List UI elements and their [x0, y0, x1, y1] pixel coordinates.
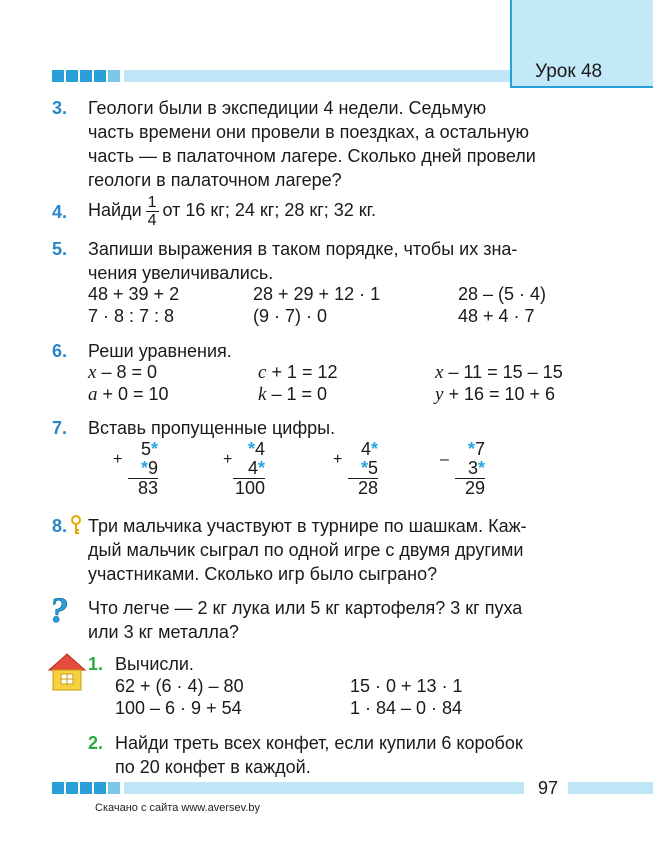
task-5-text: Запиши выражения в таком порядке, чтобы их зна- чения увеличивались. [88, 239, 518, 283]
column-operator: – [440, 451, 449, 468]
task-6-title: Реши уравнения. [88, 341, 232, 361]
task-7-number: 7. [52, 418, 68, 438]
task-5-expr: 28 + 29 + 12 · 1 [253, 284, 381, 304]
task-5-expr: 7 · 8 : 7 : 8 [88, 306, 175, 326]
source-credit: Скачано с сайта www.aversev.by [95, 802, 261, 814]
equation: c + 1 = 12 [258, 362, 338, 383]
task-5-expr: 48 + 39 + 2 [88, 284, 180, 304]
task-3-text: Геологи были в экспедиции 4 недели. Седьмую часть времени они провели в поездках, а остальную часть — в палаточном лагере. Сколько дней провели геологи в палаточном лагере? [88, 98, 536, 190]
question-mark-icon [48, 592, 76, 633]
home-task-1-expr: 100 – 6 · 9 + 54 [115, 698, 242, 718]
home-task-2-text: Найди треть всех конфет, если купили 6 коробок по 20 конфет в каждой. [115, 733, 523, 777]
lesson-title: Урок 48 [535, 61, 603, 82]
task-8-number: 8. [52, 516, 68, 536]
key-icon [70, 515, 82, 540]
page-number: 97 [538, 778, 559, 798]
equation: a + 0 = 10 [88, 384, 169, 405]
home-task-1-expr: 62 + (6 · 4) – 80 [115, 676, 244, 696]
column-addition: 4* *5 28 [348, 440, 378, 498]
column-operator: + [223, 451, 233, 468]
home-task-2-number: 2. [88, 733, 104, 753]
task-5-expr: (9 · 7) · 0 [253, 306, 328, 326]
home-task-1-title: Вычисли. [115, 654, 194, 674]
equation: x – 8 = 0 [88, 362, 157, 383]
equation: x – 11 = 15 – 15 [435, 362, 563, 383]
column-operator: + [113, 451, 123, 468]
task-4-number: 4. [52, 202, 68, 222]
home-task-1-number: 1. [88, 654, 104, 674]
fraction-one-quarter: $\frac{1}{4}$ [147, 193, 157, 229]
equation: k – 1 = 0 [258, 384, 327, 405]
home-task-1-expr: 15 · 0 + 13 · 1 [350, 676, 463, 696]
task-7-title: Вставь пропущенные цифры. [88, 418, 336, 438]
svg-text:?: ? [50, 592, 68, 628]
home-task-1-expr: 1 · 84 – 0 · 84 [350, 698, 463, 718]
task-8-text: Три мальчика участвуют в турнире по шашкам. Каж- дый мальчик сыграл по одной игре с двумя другими участниками. Сколько игр было сыграно? [88, 516, 527, 584]
task-4-text: Найди $\frac{1}{4}$ от 16 кг; 24 кг; 28 кг; 32 кг. [88, 193, 377, 229]
task-5-expr: 48 + 4 · 7 [458, 306, 535, 326]
question-text: Что легче — 2 кг лука или 5 кг картофеля? 3 кг пуха или 3 кг металла? [88, 598, 523, 642]
task-3-number: 3. [52, 98, 68, 118]
house-icon [47, 652, 87, 697]
task-5-expr: 28 – (5 · 4) [458, 284, 547, 304]
column-subtraction: *7 3* 29 [455, 440, 485, 498]
column-addition: *4 4* 100 [234, 439, 265, 498]
task-6-number: 6. [52, 341, 68, 361]
task-5-number: 5. [52, 239, 68, 259]
column-addition: 5* *9 83 [128, 440, 158, 498]
column-operator: + [333, 451, 343, 468]
equation: y + 16 = 10 + 6 [435, 384, 556, 405]
